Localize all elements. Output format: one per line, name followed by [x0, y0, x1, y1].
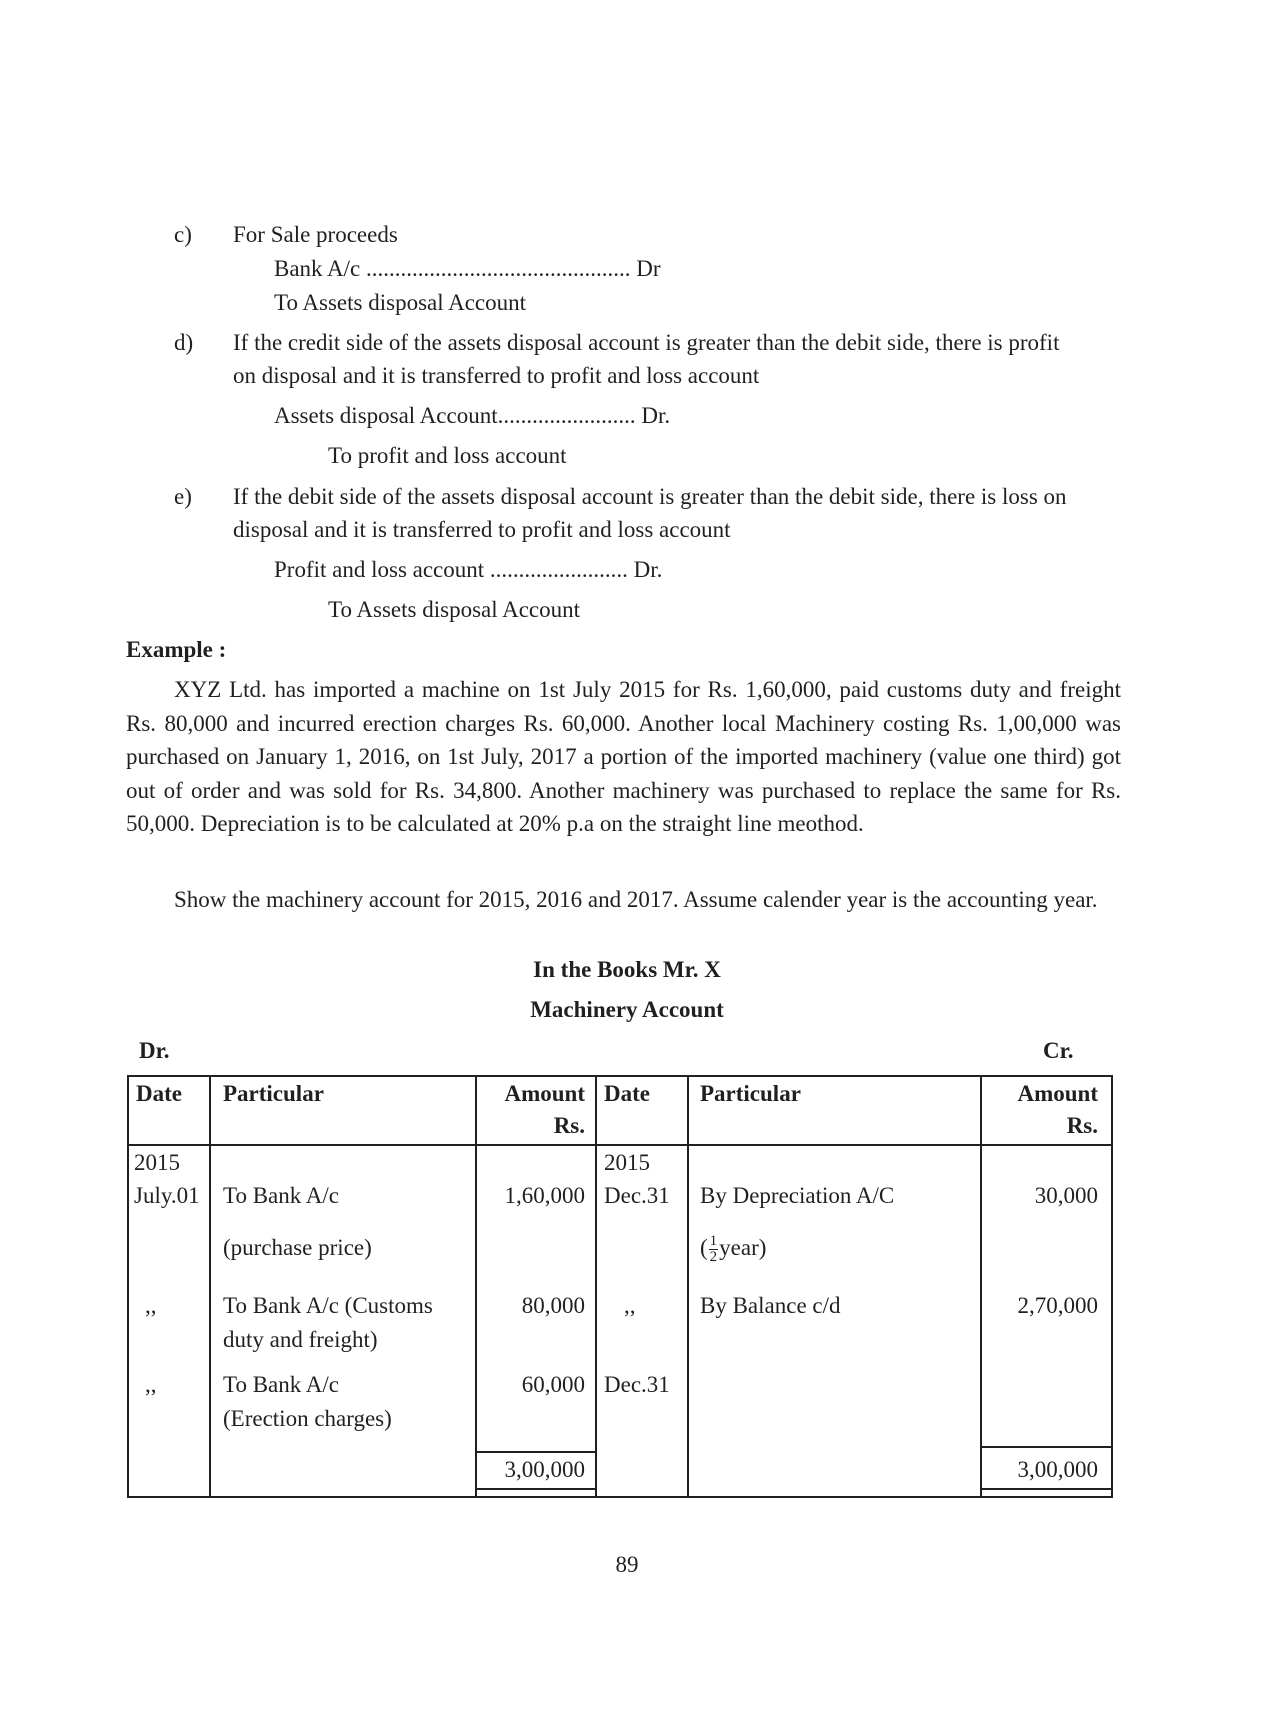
credit-ditto-mark: ,,: [624, 1293, 636, 1318]
header-separator: [127, 1144, 1111, 1146]
debit-amount: 60,000: [521, 1372, 585, 1397]
step-e-text-line1: If the debit side of the assets disposal account is greater than the debit side, there is loss on: [233, 484, 1067, 509]
page-number: 89: [615, 1552, 639, 1577]
credit-date: Dec.31: [604, 1372, 670, 1397]
header-date-2: Date: [604, 1081, 650, 1106]
debit-date: July.01: [134, 1183, 200, 1208]
debit-amount: 1,60,000: [504, 1183, 585, 1208]
debit-particular: To Bank A/c: [223, 1183, 339, 1208]
step-e-text-line2: disposal and it is transferred to profit and loss account: [233, 517, 731, 542]
debit-ditto-mark: ,,: [145, 1372, 157, 1397]
header-amount-2: Amount: [1017, 1081, 1098, 1106]
divider-date: [209, 1075, 211, 1496]
credit-note-open-paren: (: [700, 1235, 708, 1260]
credit-year: 2015: [604, 1150, 650, 1175]
credit-particular: By Depreciation A/C: [700, 1183, 895, 1208]
header-date: Date: [136, 1081, 182, 1106]
example-paragraph-1-text: XYZ Ltd. has imported a machine on 1st July 2015 for Rs. 1,60,000, paid customs duty and freight Rs. 80,000 and incurred erection charges Rs. 60,000. Another local Machinery costing Rs. 1,00,000 was purchased on January 1, 2016, on 1st July, 2017 a portion of the imported machinery (value one third) got out of order and was sold for Rs. 34,800. Another machinery was purchased to replace the same for Rs. 50,000. Depreciation is to be calculated at 20% p.a on the straight line meothod.: [126, 677, 1121, 836]
machinery-account-table: [127, 1075, 1111, 1496]
fraction-numerator: 1: [709, 1233, 718, 1250]
credit-date: Dec.31: [604, 1183, 670, 1208]
half-fraction: [709, 1234, 719, 1265]
step-d-entry-debit: Assets disposal Account........................ Dr.: [274, 403, 671, 428]
step-d-text-line1: If the credit side of the assets disposal account is greater than the debit side, there is profit: [233, 330, 1060, 355]
step-e-entry-debit: Profit and loss account ........................ Dr.: [274, 557, 663, 582]
example-paragraph-2-text: Show the machinery account for 2015, 2016 and 2017. Assume calender year is the accounting year.: [174, 887, 1098, 912]
credit-amount: 30,000: [1034, 1183, 1098, 1208]
ledger-title-books: In the Books Mr. X: [533, 957, 721, 982]
credit-total-top-rule: [980, 1446, 1111, 1448]
debit-particular: To Bank A/c: [223, 1372, 339, 1397]
credit-particular-note: [700, 1233, 766, 1265]
step-e-entry-credit: To Assets disposal Account: [328, 597, 581, 622]
example-heading: Example :: [126, 637, 227, 662]
divider-date2: [687, 1075, 689, 1496]
header-particular-2: Particular: [700, 1081, 801, 1106]
table-border: [127, 1075, 1113, 1498]
step-e-marker: e): [174, 484, 192, 509]
credit-particular: By Balance c/d: [700, 1293, 841, 1318]
header-amount-2-unit: Rs.: [1066, 1113, 1098, 1138]
ledger-title-account: Machinery Account: [530, 997, 724, 1022]
credit-amount: 2,70,000: [1017, 1293, 1098, 1318]
debit-particular: To Bank A/c (Customs: [223, 1293, 433, 1318]
debit-particular-note: duty and freight): [223, 1327, 378, 1352]
fraction-denominator: 2: [709, 1249, 718, 1266]
step-d-text-line2: on disposal and it is transferred to profit and loss account: [233, 363, 760, 388]
header-particular: Particular: [223, 1081, 324, 1106]
debit-year: 2015: [134, 1150, 180, 1175]
debit-ditto-mark: ,,: [145, 1293, 157, 1318]
step-d-marker: d): [174, 330, 194, 355]
step-c-entry-credit: To Assets disposal Account: [274, 290, 527, 315]
debit-amount: 80,000: [521, 1293, 585, 1318]
cr-label: Cr.: [1043, 1038, 1074, 1063]
step-d-entry-credit: To profit and loss account: [328, 443, 567, 468]
step-c-entry-debit: Bank A/c .............................................. Dr: [274, 256, 661, 281]
example-paragraph-2: [126, 883, 1121, 917]
credit-total: 3,00,000: [1017, 1457, 1098, 1482]
debit-particular-note: (Erection charges): [223, 1406, 392, 1431]
credit-total-bottom-rule: [980, 1488, 1111, 1490]
step-c-text: For Sale proceeds: [233, 222, 398, 247]
example-paragraph-1: [126, 673, 1121, 841]
debit-total-bottom-rule: [475, 1488, 595, 1490]
debit-total: 3,00,000: [504, 1457, 585, 1482]
debit-particular-note: (purchase price): [223, 1235, 372, 1260]
dr-label: Dr.: [139, 1038, 170, 1063]
divider-side: [595, 1075, 597, 1496]
credit-note-suffix: year): [719, 1235, 767, 1260]
header-amount: Amount: [504, 1081, 585, 1106]
debit-total-top-rule: [475, 1451, 595, 1453]
step-c-marker: c): [174, 222, 192, 247]
header-amount-unit: Rs.: [553, 1113, 585, 1138]
